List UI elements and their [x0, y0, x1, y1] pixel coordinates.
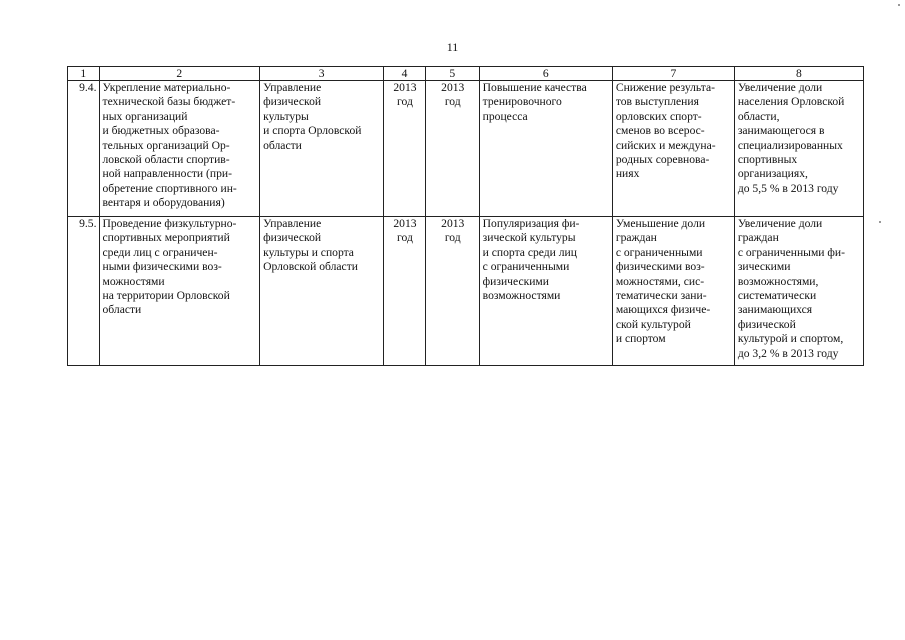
cell-line: технической базы бюджет-	[102, 95, 236, 109]
column-number: 4	[384, 67, 426, 81]
cell-line: Уменьшение доли	[615, 217, 706, 230]
scan-speck	[879, 221, 881, 223]
cell-line: с ограниченными фи-	[737, 245, 845, 259]
cell-line: Орловской области	[263, 260, 358, 274]
cell-line: ской культурой	[615, 317, 691, 331]
cell-line: культуры и спорта	[263, 245, 354, 259]
cell-line: и спортом	[615, 332, 666, 346]
cell-line: граждан	[615, 231, 657, 245]
cell-line: 2013	[393, 81, 417, 94]
end-year-cell	[425, 217, 479, 366]
row-number-cell: 9.5.	[68, 217, 100, 366]
column-number: 6	[479, 67, 612, 81]
cell-line: тов выступления	[615, 95, 699, 109]
column-number: 5	[425, 67, 479, 81]
cell-line: Популяризация фи-	[482, 217, 580, 230]
cell-line: систематически	[737, 289, 817, 303]
cell-line: возможностями,	[737, 274, 819, 288]
cell-line: физической	[737, 317, 796, 331]
cell-line: занимающихся	[737, 303, 813, 317]
row-number-cell: 9.4.	[68, 81, 100, 217]
cell-line: мающихся физиче-	[615, 303, 711, 317]
cell-line: среди лиц с ограничен-	[102, 245, 218, 259]
cell-line: физическими воз-	[615, 260, 705, 274]
cell-line: тематически зани-	[615, 289, 707, 303]
cell-line: Увеличение доли	[737, 217, 823, 230]
cell-line: сменов во всерос-	[615, 124, 705, 138]
cell-line: с ограниченными	[615, 245, 703, 259]
consequence-cell	[612, 81, 734, 217]
cell-line: год	[397, 95, 413, 109]
executor-cell	[260, 81, 384, 217]
indicator-cell	[734, 217, 863, 366]
cell-line: культурой и спортом,	[737, 332, 844, 346]
table-row	[68, 217, 864, 366]
cell-line: 2013	[441, 81, 465, 94]
activity-cell	[99, 81, 260, 217]
cell-line: вентаря и оборудования)	[102, 196, 225, 210]
cell-line: ных организаций	[102, 109, 188, 123]
cell-line: тельных организаций Ор-	[102, 138, 230, 152]
cell-line: и спорта Орловской	[263, 124, 362, 138]
cell-line: населения Орловской	[737, 95, 845, 109]
cell-line: год	[444, 231, 461, 245]
cell-line: с ограниченными	[482, 260, 570, 274]
cell-line: можностями, сис-	[615, 274, 705, 288]
cell-line: культуры	[263, 109, 309, 123]
cell-line: Увеличение доли	[737, 81, 823, 94]
cell-line: ловской области спортив-	[102, 153, 230, 167]
cell-line: физической	[263, 231, 322, 245]
executor-cell	[260, 217, 384, 366]
cell-line: год	[397, 231, 413, 245]
scan-speck	[898, 4, 900, 6]
cell-line: год	[444, 95, 461, 109]
cell-line: на территории Орловской	[102, 289, 230, 303]
cell-line: занимающегося в	[737, 124, 825, 138]
cell-line: области	[102, 303, 142, 317]
cell-line: области	[263, 138, 302, 152]
cell-line: до 5,5 % в 2013 году	[737, 181, 839, 195]
column-number: 7	[612, 67, 734, 81]
cell-line: 2013	[393, 217, 417, 230]
column-number: 2	[99, 67, 260, 81]
cell-line: обретение спортивного ин-	[102, 181, 237, 195]
cell-line: и бюджетных образова-	[102, 124, 220, 138]
cell-line: Укрепление материально-	[102, 81, 231, 94]
cell-line: ными физическими воз-	[102, 260, 222, 274]
column-number: 3	[260, 67, 384, 81]
cell-line: родных соревнова-	[615, 153, 710, 167]
cell-line: Снижение результа-	[615, 81, 715, 94]
cell-line: организациях,	[737, 167, 808, 181]
cell-line: граждан	[737, 231, 779, 245]
end-year-cell	[425, 81, 479, 217]
cell-line: физической	[263, 95, 322, 109]
cell-line: можностями	[102, 274, 165, 288]
cell-line: процесса	[482, 109, 528, 123]
cell-line: до 3,2 % в 2013 году	[737, 346, 839, 360]
cell-line: 2013	[441, 217, 465, 230]
cell-line: спортивных	[737, 153, 798, 167]
cell-line: ной направленности (при-	[102, 167, 232, 181]
activity-cell	[99, 217, 260, 366]
page-number: 11	[446, 40, 459, 54]
cell-line: Управление	[263, 217, 322, 230]
cell-line: Проведение физкультурно-	[102, 217, 237, 230]
cell-line: зической культуры	[482, 231, 576, 245]
table-row	[68, 81, 864, 217]
cell-line: физическими	[482, 274, 549, 288]
cell-line: зическими	[737, 260, 791, 274]
cell-line: области,	[737, 109, 780, 123]
start-year-cell	[384, 217, 426, 366]
column-number-row	[68, 67, 864, 81]
consequence-cell	[612, 217, 734, 366]
cell-line: орловских спорт-	[615, 109, 702, 123]
cell-line: возможностями	[482, 289, 561, 303]
column-number: 1	[68, 67, 100, 81]
start-year-cell	[384, 81, 426, 217]
indicator-cell	[734, 81, 863, 217]
cell-line: Управление	[263, 81, 322, 94]
cell-line: Повышение качества	[482, 81, 587, 94]
cell-line: специализированных	[737, 138, 843, 152]
cell-line: тренировочного	[482, 95, 562, 109]
cell-line: спортивных мероприятий	[102, 231, 230, 245]
expected-result-cell	[479, 81, 612, 217]
expected-result-cell	[479, 217, 612, 366]
cell-line: и спорта среди лиц	[482, 245, 577, 259]
measures-table	[67, 66, 864, 366]
column-number: 8	[734, 67, 863, 81]
cell-line: сийских и междуна-	[615, 138, 716, 152]
cell-line: ниях	[615, 167, 640, 181]
